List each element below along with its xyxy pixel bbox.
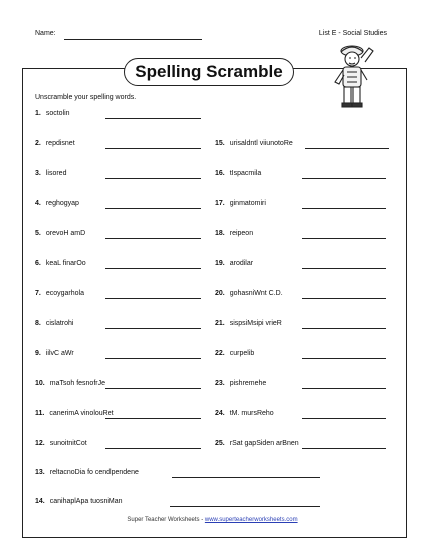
scrambled-word: keaL finarOo — [45, 260, 86, 267]
scrambled-word: orevoH amD — [45, 230, 86, 237]
answer-line[interactable] — [105, 358, 201, 359]
scrambled-word: ginmatomiri — [229, 200, 266, 207]
scrambled-word: reipeon — [229, 230, 254, 237]
word-item — [35, 110, 70, 117]
name-field[interactable] — [64, 39, 202, 40]
item-number: 16. — [215, 170, 225, 177]
word-item — [35, 290, 84, 297]
word-item — [215, 260, 253, 267]
item-number: 14. — [35, 498, 45, 505]
answer-line[interactable] — [105, 178, 201, 179]
answer-line[interactable] — [302, 418, 386, 419]
item-number: 24. — [215, 410, 225, 417]
scrambled-word: sispsiMsipi vrieR — [229, 320, 282, 327]
item-number: 5. — [35, 230, 41, 237]
answer-line[interactable] — [302, 328, 386, 329]
item-number: 6. — [35, 260, 41, 267]
footer-credit: Super Teacher Worksheets - — [127, 517, 205, 523]
word-item — [35, 410, 114, 417]
item-number: 22. — [215, 350, 225, 357]
scrambled-word: curpelib — [229, 350, 255, 357]
item-number: 21. — [215, 320, 225, 327]
item-number: 11. — [35, 410, 45, 417]
item-number: 15. — [215, 140, 225, 147]
answer-line[interactable] — [105, 388, 201, 389]
scrambled-word: tM. mursReho — [229, 410, 274, 417]
answer-line[interactable] — [105, 298, 201, 299]
scrambled-word: ecoygarhola — [45, 290, 84, 297]
word-item — [35, 440, 87, 447]
word-item — [215, 350, 254, 357]
answer-line[interactable] — [105, 238, 201, 239]
word-item — [215, 410, 274, 417]
answer-line[interactable] — [302, 238, 386, 239]
word-item — [35, 380, 105, 387]
scrambled-word: pishremehe — [229, 380, 267, 387]
word-item — [35, 498, 123, 505]
instructions: Unscramble your spelling words. — [35, 94, 137, 101]
soldier-illustration — [325, 40, 380, 112]
item-number: 4. — [35, 200, 41, 207]
item-number: 17. — [215, 200, 225, 207]
scrambled-word: maTsoh fesnofrJe — [49, 380, 105, 387]
answer-line[interactable] — [105, 418, 201, 419]
scrambled-word: rSat gapSiden arBnen — [229, 440, 299, 447]
answer-line[interactable] — [305, 148, 389, 149]
item-number: 2. — [35, 140, 41, 147]
word-item — [35, 350, 74, 357]
item-number: 23. — [215, 380, 225, 387]
item-number: 19. — [215, 260, 225, 267]
scrambled-word: urisaldntl viiunotoRe — [229, 140, 293, 147]
scrambled-word: tIspacmila — [229, 170, 262, 177]
name-label: Name: — [35, 30, 56, 37]
item-number: 9. — [35, 350, 41, 357]
worksheet-frame — [22, 68, 407, 538]
word-item — [215, 170, 261, 177]
worksheet-title: Spelling Scramble — [124, 58, 294, 86]
scrambled-word: arodilar — [229, 260, 254, 267]
answer-line[interactable] — [302, 358, 386, 359]
word-item — [215, 290, 283, 297]
item-number: 8. — [35, 320, 41, 327]
answer-line[interactable] — [105, 268, 201, 269]
list-label: List E - Social Studies — [318, 30, 387, 37]
word-item — [215, 320, 282, 327]
word-item — [35, 230, 85, 237]
answer-line[interactable] — [302, 208, 386, 209]
scrambled-word: canihaplApa tuosniMan — [49, 498, 123, 505]
scrambled-word: soctolin — [45, 110, 70, 117]
word-item — [35, 469, 139, 476]
scrambled-word: cislatrohi — [45, 320, 74, 327]
answer-line[interactable] — [302, 268, 386, 269]
word-item — [35, 170, 66, 177]
item-number: 25. — [215, 440, 225, 447]
scrambled-word: reltacnoDia fo cendlpendene — [49, 469, 139, 476]
answer-line[interactable] — [302, 298, 386, 299]
answer-line[interactable] — [105, 118, 201, 119]
item-number: 18. — [215, 230, 225, 237]
answer-line[interactable] — [302, 388, 386, 389]
answer-line[interactable] — [302, 178, 386, 179]
footer — [0, 517, 425, 523]
answer-line[interactable] — [105, 448, 201, 449]
word-item — [35, 200, 79, 207]
scrambled-word: lisored — [45, 170, 67, 177]
scrambled-word: gohasniWnt C.D. — [229, 290, 283, 297]
scrambled-word: canerimA vinolouRet — [49, 410, 114, 417]
word-item — [35, 140, 75, 147]
item-number: 1. — [35, 110, 41, 117]
word-item — [215, 140, 293, 147]
word-item — [215, 380, 266, 387]
item-number: 13. — [35, 469, 45, 476]
item-number: 12. — [35, 440, 45, 447]
scrambled-word: iilvC aWr — [45, 350, 74, 357]
answer-line[interactable] — [302, 448, 386, 449]
item-number: 20. — [215, 290, 225, 297]
item-number: 10. — [35, 380, 45, 387]
answer-line[interactable] — [172, 477, 320, 478]
word-item — [215, 230, 253, 237]
scrambled-word: sunoitnitCot — [49, 440, 87, 447]
answer-line[interactable] — [170, 506, 320, 507]
scrambled-word: repdisnet — [45, 140, 75, 147]
word-item — [35, 320, 73, 327]
answer-line[interactable] — [105, 208, 201, 209]
item-number: 3. — [35, 170, 41, 177]
answer-line[interactable] — [105, 328, 201, 329]
word-item — [215, 440, 299, 447]
footer-link[interactable]: www.superteacherworksheets.com — [204, 517, 298, 523]
answer-line[interactable] — [105, 148, 201, 149]
word-item — [35, 260, 86, 267]
word-item — [215, 200, 266, 207]
item-number: 7. — [35, 290, 41, 297]
scrambled-word: reghogyap — [45, 200, 79, 207]
